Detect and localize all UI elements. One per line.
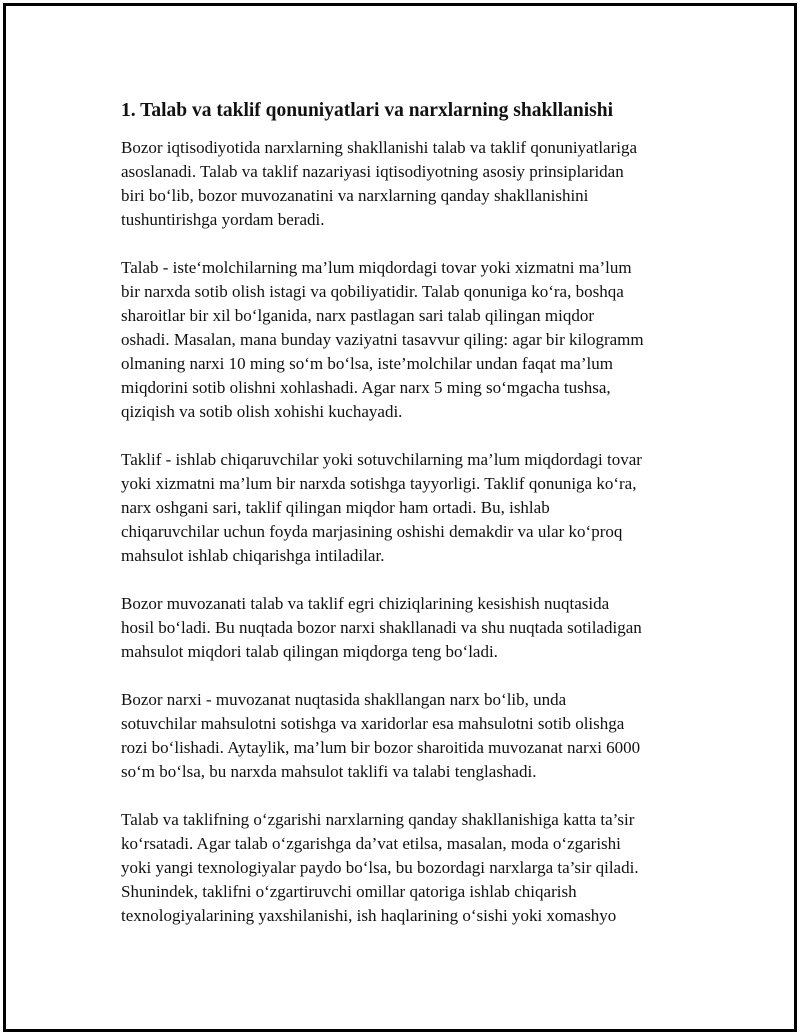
text-line: yoki xizmatni ma’lum bir narxda sotishga tayyorligi. Taklif qonuniga ko‘ra, (121, 474, 637, 493)
text-line: rozi bo‘lishadi. Aytaylik, ma’lum bir bozor sharoitida muvozanat narxi 6000 (121, 738, 641, 757)
text-line: narx oshgani sari, taklif qilingan miqdor ham ortadi. Bu, ishlab (121, 498, 550, 517)
paragraph (121, 592, 701, 664)
text-line: Bozor narxi - muvozanat nuqtasida shakllangan narx bo‘lib, unda (121, 690, 567, 709)
page-frame (3, 3, 797, 1032)
text-line: Shunindek, taklifni o‘zgartiruvchi omillar qatoriga ishlab chiqarish (121, 882, 577, 901)
text-line: oshadi. Masalan, mana bunday vaziyatni tasavvur qiling: agar bir kilogramm (121, 330, 644, 349)
text-line: qiziqish va sotib olish xohishi kuchayadi. (121, 402, 403, 421)
text-line: yoki yangi texnologiyalar paydo bo‘lsa, bu bozordagi narxlarga ta’sir qiladi. (121, 858, 639, 877)
text-line: so‘m bo‘lsa, bu narxda mahsulot taklifi va talabi tenglashadi. (121, 762, 537, 781)
text-line: bir narxda sotib olish istagi va qobiliyatidir. Talab qonuniga ko‘ra, boshqa (121, 282, 624, 301)
text-line: sharoitlar bir xil bo‘lganida, narx pastlagan sari talab qilingan miqdor (121, 306, 595, 325)
text-line: Bozor iqtisodiyotida narxlarning shakllanishi talab va taklif qonuniyatlariga (121, 138, 638, 157)
text-line: ko‘rsatadi. Agar talab o‘zgarishga da’vat etilsa, masalan, moda o‘zgarishi (121, 834, 621, 853)
text-line: sotuvchilar mahsulotni sotishga va xaridorlar esa mahsulotni sotib olishga (121, 714, 625, 733)
paragraph (121, 808, 701, 928)
paragraph (121, 688, 701, 784)
paragraph (121, 136, 701, 232)
text-line: Taklif - ishlab chiqaruvchilar yoki sotuvchilarning ma’lum miqdordagi tovar (121, 450, 642, 469)
paragraph (121, 256, 701, 424)
text-line: Talab - iste‘molchilarning ma’lum miqdordagi tovar yoki xizmatni ma’lum (121, 258, 632, 277)
text-line: texnologiyalarining yaxshilanishi, ish haqlarining o‘sishi yoki xomashyo (121, 906, 617, 925)
paragraph-list (121, 136, 701, 928)
text-line: chiqaruvchilar uchun foyda marjasining oshishi demakdir va ular ko‘proq (121, 522, 623, 541)
text-line: Talab va taklifning o‘zgarishi narxlarning qanday shakllanishiga katta ta’sir (121, 810, 635, 829)
text-line: asoslanadi. Talab va taklif nazariyasi iqtisodiyotning asosiy prinsiplaridan (121, 162, 624, 181)
text-line: biri bo‘lib, bozor muvozanatini va narxlarning qanday shakllanishini (121, 186, 589, 205)
text-line: Bozor muvozanati talab va taklif egri chiziqlarining kesishish nuqtasida (121, 594, 610, 613)
text-line: miqdorini sotib olishni xohlashadi. Agar narx 5 ming so‘mgacha tushsa, (121, 378, 611, 397)
text-line: mahsulot ishlab chiqarishga intiladilar. (121, 546, 385, 565)
text-line: tushuntirishga yordam beradi. (121, 210, 325, 229)
text-line: olmaning narxi 10 ming so‘m bo‘lsa, iste’molchilar undan faqat ma’lum (121, 354, 613, 373)
document-body (121, 98, 701, 952)
text-line: hosil bo‘ladi. Bu nuqtada bozor narxi shakllanadi va shu nuqtada sotiladigan (121, 618, 642, 637)
text-line: mahsulot miqdori talab qilingan miqdorga teng bo‘ladi. (121, 642, 498, 661)
paragraph (121, 448, 701, 568)
document-title: 1. Talab va taklif qonuniyatlari va narxlarning shakllanishi (121, 100, 613, 121)
